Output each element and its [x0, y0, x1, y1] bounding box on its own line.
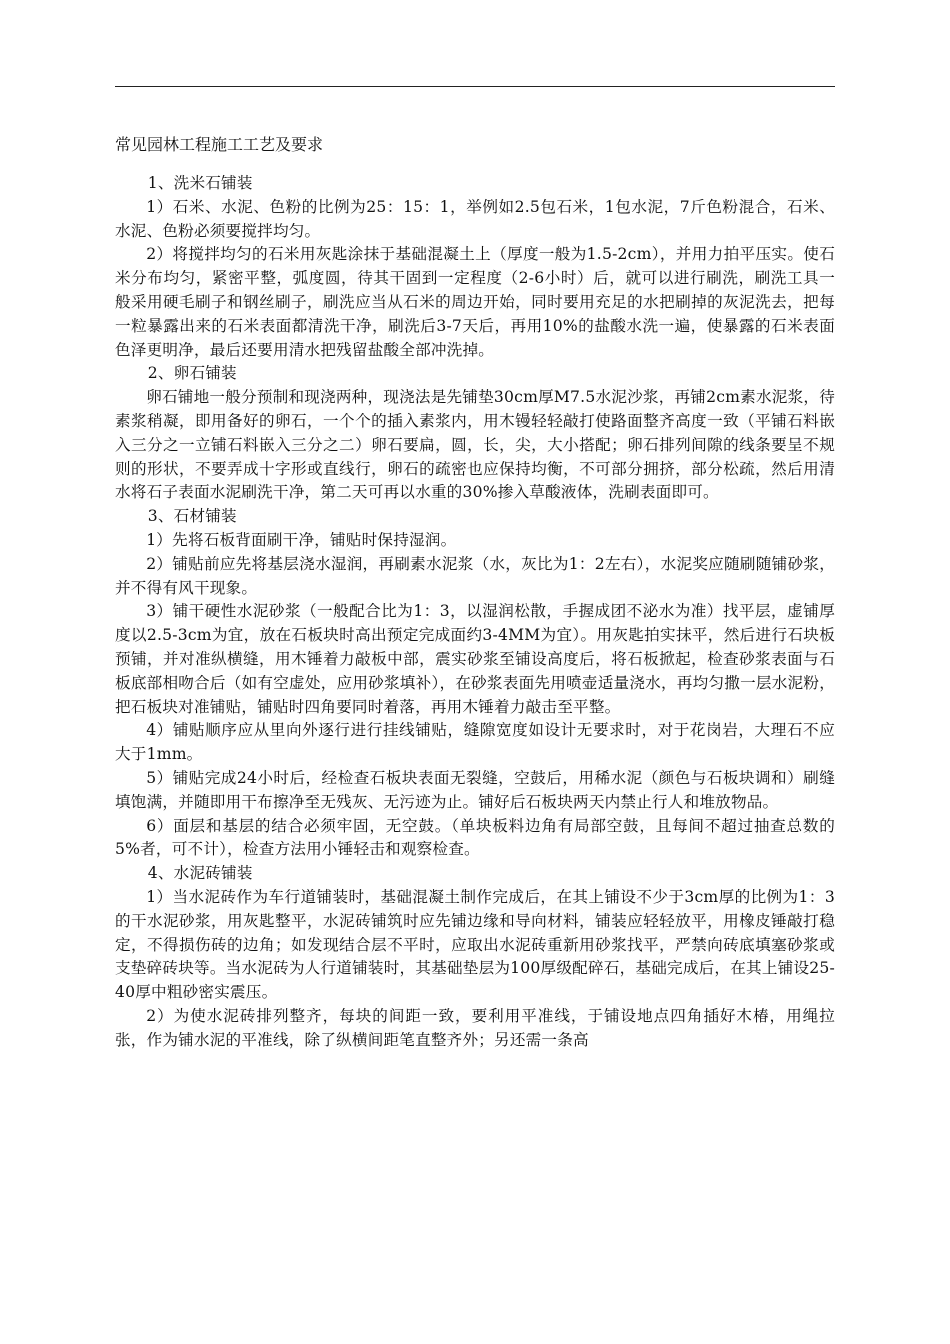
paragraph: 1）石米、水泥、色粉的比例为25：15：1，举例如2.5包石米，1包水泥，7斤色粉混合，石米、水泥、色粉必须要搅拌均匀。 — [115, 197, 835, 240]
paragraph: 1）先将石板背面刷干净，铺贴时保持湿润。 — [146, 530, 457, 549]
paragraph: 2）为使水泥砖排列整齐，每块的间距一致，要利用平准线，于铺设地点四角插好木椿，用绳拉张，作为铺水泥的平准线，除了纵横间距笔直整齐外；另还需一条高 — [115, 1006, 835, 1049]
paragraph: 1）当水泥砖作为车行道铺装时，基础混凝土制作完成后，在其上铺设不少于3cm厚的比例为1：3的干水泥砂浆，用灰匙整平，水泥砖铺筑时应先铺边缘和导向材料，铺装应轻轻放平，用橡皮锤敲打稳定，不得损伤砖的边角；如发现结合层不平时，应取出水泥砖重新用砂浆找平，严禁向砖底填塞砂浆或支垫碎砖块等。当水泥砖为人行道铺装时，其基础垫层为100厚级配碎石，基础完成后，在其上铺设25-40厚中粗砂密实震压。 — [115, 887, 835, 1002]
document-body — [115, 172, 835, 1052]
section-heading: 1、洗米石铺装 — [147, 174, 253, 192]
section-heading: 3、石材铺装 — [147, 507, 237, 526]
paragraph: 3）铺干硬性水泥砂浆（一般配合比为1：3，以湿润松散，手握成团不泌水为准）找平层，虚铺厚度以2.5-3cm为宜，放在石板块时高出预定完成面约3-4MM为宜）。用灰匙拍实抹平，然后进行石块板预铺，并对准纵横缝，用木锤着力敲板中部，震实砂浆至铺设高度后，将石板掀起，检查砂浆表面与石板底部相吻合后（如有空虚处，应用砂浆填补），在砂浆表面先用喷壶适量浇水，再均匀撒一层水泥粉，把石板块对准铺贴，铺贴时四角要同时着落，再用木锤着力敲击至平整。 — [115, 602, 835, 716]
paragraph: 5）铺贴完成24小时后，经检查石板块表面无裂缝，空鼓后，用稀水泥（颜色与石板块调和）刷缝填饱满，并随即用干布擦净至无残灰、无污迹为止。铺好后石板块两天内禁止行人和堆放物品。 — [115, 768, 835, 811]
paragraph: 卵石铺地一般分预制和现浇两种，现浇法是先铺垫30cm厚M7.5水泥沙浆，再铺2cm素水泥浆，待素浆稍凝，即用备好的卵石，一个个的插入素浆内，用木镘轻轻敲打使路面整齐高度一致（平铺石料嵌入三分之一立铺石料嵌入三分之二）卵石要扁，圆，长，尖，大小搭配；卵石排列间隙的线条要呈不规则的形状，不要弄成十字形或直线行，卵石的疏密也应保持均衡，不可部分拥挤，部分松疏，然后用清水将石子表面水泥刷洗干净，第二天可再以水重的30%掺入草酸液体，洗刷表面即可。 — [115, 388, 835, 502]
paragraph: 2）将搅拌均匀的石米用灰匙涂抹于基础混凝土上（厚度一般为1.5-2cm），并用力拍平压实。使石米分布均匀，紧密平整，弧度圆，待其干固到一定程度（2-6小时）后，就可以进行刷洗，刷洗工具一般采用硬毛刷子和钢丝刷子，刷洗应当从石米的周边开始，同时要用充足的水把刷掉的灰泥洗去，把每一粒暴露出来的石米表面都清洗干净，刷洗后3-7天后，再用10%的盐酸水洗一遍，使暴露的石米表面色泽更明净，最后还要用清水把残留盐酸全部冲洗掉。 — [115, 245, 835, 359]
section-heading: 4、水泥砖铺装 — [147, 864, 253, 883]
paragraph: 4）铺贴顺序应从里向外逐行进行挂线铺贴，缝隙宽度如设计无要求时，对于花岗岩，大理石不应大于1mm。 — [115, 721, 835, 764]
section-heading: 2、卵石铺装 — [147, 364, 237, 383]
document-title: 常见园林工程施工工艺及要求 — [115, 135, 324, 154]
paragraph: 6）面层和基层的结合必须牢固，无空鼓。（单块板料边角有局部空鼓，且每间不超过抽查总数的5%者，可不计），检查方法用小锤轻击和观察检查。 — [115, 816, 835, 859]
header-rule — [115, 86, 835, 87]
paragraph: 2）铺贴前应先将基层浇水湿润，再刷素水泥浆（水，灰比为1：2左右），水泥奖应随刷随铺砂浆，并不得有风干现象。 — [115, 554, 835, 597]
